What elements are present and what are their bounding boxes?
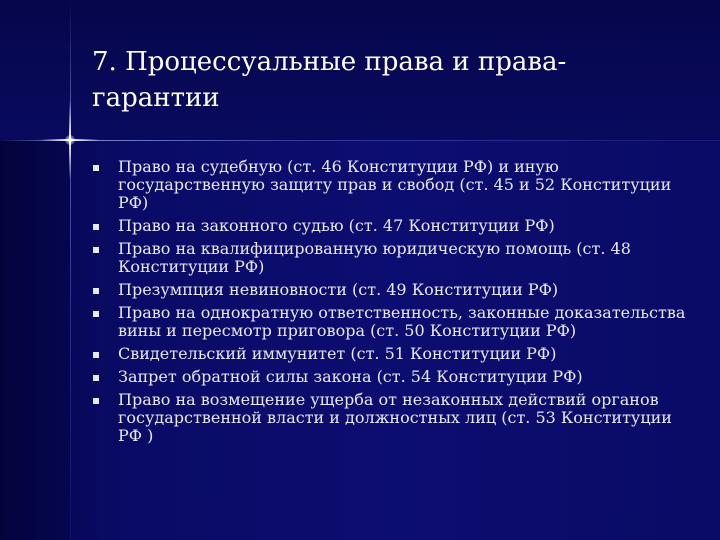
horizontal-rule [0, 140, 720, 141]
slide-title: 7. Процессуальные права и права- гарантии [92, 47, 567, 113]
square-bullet-icon [93, 375, 99, 381]
list-item-text: Право на однократную ответственность, законные доказательства вины и пересмотр приговора (ст. 50 Конституции РФ) [118, 303, 686, 340]
list-item-text: Право на возмещение ущерба от незаконных действий органов государственной власти и должностных лиц (ст. 53 Конституции РФ ) [118, 390, 672, 445]
square-bullet-icon [93, 165, 99, 171]
list-item [92, 304, 692, 340]
list-item-text: Презумпция невиновности (ст. 49 Конституции РФ) [118, 280, 559, 299]
square-bullet-icon [93, 288, 99, 294]
bullet-list [92, 158, 692, 450]
list-item-text: Право на законного судью (ст. 47 Конституции РФ) [118, 216, 555, 235]
square-bullet-icon [93, 352, 99, 358]
list-item [92, 391, 692, 445]
square-bullet-icon [93, 398, 99, 404]
square-bullet-icon [93, 247, 99, 253]
list-item [92, 345, 692, 363]
list-item-text: Запрет обратной силы закона (ст. 54 Конституции РФ) [118, 367, 583, 386]
vertical-rule [70, 0, 71, 540]
list-item-text: Свидетельский иммунитет (ст. 51 Конституции РФ) [118, 344, 557, 363]
list-item [92, 158, 692, 212]
list-item-text: Право на квалифицированную юридическую помощь (ст. 48 Конституции РФ) [118, 239, 631, 276]
list-item [92, 281, 692, 299]
square-bullet-icon [93, 311, 99, 317]
list-item [92, 368, 692, 386]
list-item-text: Право на судебную (ст. 46 Конституции РФ) и иную государственную защиту прав и свобод (ст. 45 и 52 Конституции РФ) [118, 157, 672, 212]
list-item [92, 240, 692, 276]
list-item [92, 217, 692, 235]
square-bullet-icon [93, 224, 99, 230]
